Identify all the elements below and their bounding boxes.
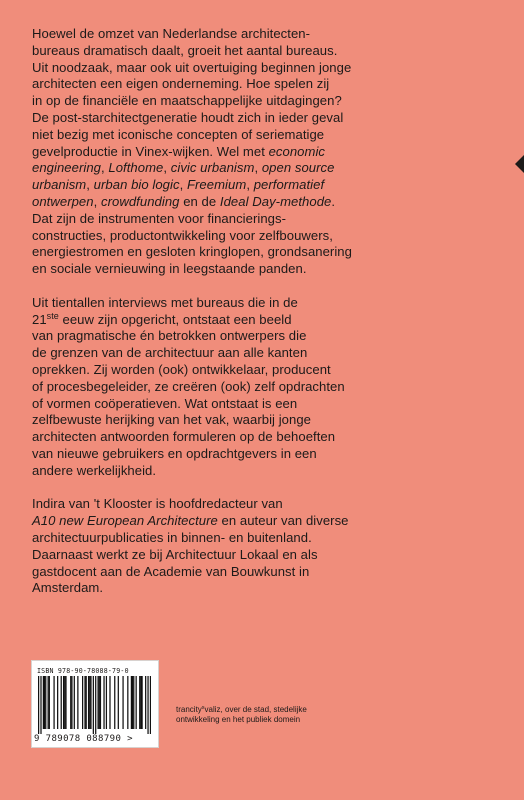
text-run: ,	[93, 193, 101, 209]
blurb-text	[32, 26, 512, 614]
text-line: zelfbewuste herijking van het vak, waarbij jonge	[32, 412, 311, 428]
text-run: ,	[163, 160, 171, 176]
italic-term: Freemium	[186, 177, 247, 193]
italic-term: urban bio logic	[93, 177, 180, 193]
text-run: en de	[179, 193, 220, 209]
text-line: van nieuwe gebruikers en opdrachtgevers in een	[32, 445, 317, 461]
barcode-bar	[84, 676, 85, 729]
text-run: ,	[254, 160, 262, 176]
text-line: Uit noodzaak, maar ook uit overtuiging beginnen jonge	[32, 59, 352, 75]
barcode-bar	[88, 676, 89, 729]
barcode-bar	[145, 676, 146, 729]
text-line: en sociale vernieuwing in leegstaande panden.	[32, 261, 307, 277]
text-line: energiestromen en gesloten kringlopen, grondsanering	[32, 244, 352, 260]
italic-term: performatief	[253, 177, 325, 193]
text-run: ,	[86, 177, 94, 193]
blurb-paragraph-1	[32, 26, 512, 278]
barcode-bar	[141, 676, 142, 729]
barcode-bar	[89, 676, 90, 729]
barcode-bar	[90, 676, 91, 729]
imprint-line	[176, 705, 376, 715]
text-line	[32, 513, 512, 530]
barcode-bar	[100, 676, 101, 729]
barcode-bar	[136, 676, 137, 729]
text-line: Amsterdam.	[32, 580, 104, 596]
blurb-paragraph-2	[32, 295, 512, 480]
barcode-bar	[38, 676, 39, 734]
barcode-bar	[109, 676, 110, 729]
barcode-bar	[133, 676, 134, 729]
text-run: en auteur van diverse	[217, 513, 349, 529]
text-line: Dat zijn de instrumenten voor financierings-	[32, 210, 287, 226]
text-line	[32, 144, 512, 161]
barcode-bar	[95, 676, 96, 734]
imprint-text: valiz, over de stad, stedelijke	[204, 705, 307, 714]
isbn-text: ISBN 978-90-78088-79-0	[37, 667, 129, 675]
barcode-bar	[86, 676, 87, 729]
barcode-bar	[93, 676, 94, 734]
barcode-bar	[99, 676, 100, 729]
text-line	[32, 177, 512, 194]
text-run: gevelproductie in Vinex-wijken. Wel met	[32, 143, 269, 159]
barcode-bar	[131, 676, 132, 729]
text-line: Uit tientallen interviews met bureaus die in de	[32, 294, 298, 310]
ordinal-superscript: ste	[46, 310, 59, 321]
italic-term: economic	[268, 143, 326, 159]
text-line: de grenzen van de architectuur aan alle kanten	[32, 345, 308, 361]
barcode-bar	[150, 676, 151, 734]
text-line: architectuurpublicaties in binnen- en buitenland.	[32, 529, 312, 545]
text-line	[32, 312, 512, 329]
italic-term: ontwerpen	[32, 193, 94, 209]
barcode-bar	[71, 676, 72, 729]
text-run: ,	[246, 177, 254, 193]
italic-title: A10 new European Architecture	[32, 513, 218, 529]
text-line: architecten antwoorden formuleren op de behoeften	[32, 429, 336, 445]
text-line	[32, 160, 512, 177]
barcode-bar	[140, 676, 141, 729]
text-run: .	[331, 193, 336, 209]
text-line: bureaus dramatisch daalt, groeit het aantal bureaus.	[32, 42, 338, 58]
italic-term: crowdfunding	[101, 193, 180, 209]
text-line: of vormen coöperatieven. Wat ontstaat is een	[32, 395, 298, 411]
italic-term: engineering	[32, 160, 101, 176]
italic-term: Lofthome	[108, 160, 164, 176]
barcode-bar	[103, 676, 104, 729]
barcode-bars	[38, 676, 151, 734]
italic-term: civic urbanism	[170, 160, 255, 176]
barcode-bar	[65, 676, 66, 729]
barcode-bar	[132, 676, 133, 729]
isbn-barcode	[31, 660, 159, 748]
text-line: constructies, productontwikkeling voor zelfbouwers,	[32, 227, 333, 243]
barcode-bar	[53, 676, 54, 729]
italic-term: Ideal Day-methode	[219, 193, 332, 209]
barcode-bar	[57, 676, 58, 729]
text-line: Indira van 't Klooster is hoofdredacteur van	[32, 496, 283, 512]
text-run: eeuw zijn opgericht, ontstaat een beeld	[58, 311, 292, 327]
barcode-bar	[139, 676, 140, 729]
barcode-bar	[118, 676, 119, 729]
author-bio	[32, 496, 512, 597]
barcode-bar	[77, 676, 78, 729]
text-line: niet bezig met iconische concepten of seriematige	[32, 126, 325, 142]
text-line: De post-starchitectgeneratie houdt zich in ieder geval	[32, 109, 344, 125]
text-line: architecten een eigen onderneming. Hoe spelen zij	[32, 76, 330, 92]
barcode-bar	[64, 676, 65, 729]
imprint-superscript: x	[201, 705, 205, 711]
text-line: gastdocent aan de Academie van Bouwkunst in	[32, 563, 310, 579]
text-line: Daarnaast werkt ze bij Architectuur Lokaal en als	[32, 546, 318, 562]
edge-triangle-marker	[515, 155, 524, 173]
barcode-bar	[43, 676, 44, 729]
imprint-line: ontwikkeling en het publiek domein	[176, 715, 301, 725]
barcode-bar	[74, 676, 75, 729]
text-line: andere werkelijkheid.	[32, 462, 157, 478]
italic-term: urbanism	[32, 177, 87, 193]
barcode-bar	[40, 676, 41, 734]
text-run: 21	[32, 311, 47, 327]
barcode-bar	[70, 676, 71, 729]
barcode-bar	[97, 676, 98, 729]
italic-term: open source	[261, 160, 335, 176]
barcode-bar	[45, 676, 46, 729]
barcode-bar	[114, 676, 115, 729]
text-line: van pragmatische én betrokken ontwerpers die	[32, 328, 307, 344]
text-line: in op de financiële en maatschappelijke uitdagingen?	[32, 93, 342, 109]
barcode-bar	[82, 676, 83, 729]
text-line: Hoewel de omzet van Nederlandse architecten-	[32, 26, 311, 41]
imprint-brand: trancity	[176, 705, 202, 714]
barcode-bar	[61, 676, 62, 729]
barcode-bar	[122, 676, 123, 729]
text-line: oprekken. Zij worden (ook) ontwikkelaar, producent	[32, 361, 331, 377]
text-run: ,	[179, 177, 187, 193]
publisher-imprint	[176, 705, 376, 726]
text-run: ,	[101, 160, 109, 176]
barcode-bar	[63, 676, 64, 729]
barcode-digits: 9 789078 088790 >	[34, 734, 133, 744]
barcode-bar	[44, 676, 45, 729]
barcode-bar	[106, 676, 107, 729]
barcode-bar	[49, 676, 50, 729]
barcode-bar	[127, 676, 128, 729]
barcode-bar	[147, 676, 148, 734]
text-line: of procesbegeleider, ze creëren (ook) zelf opdrachten	[32, 378, 345, 394]
barcode-bar	[48, 676, 49, 729]
text-line	[32, 194, 512, 211]
